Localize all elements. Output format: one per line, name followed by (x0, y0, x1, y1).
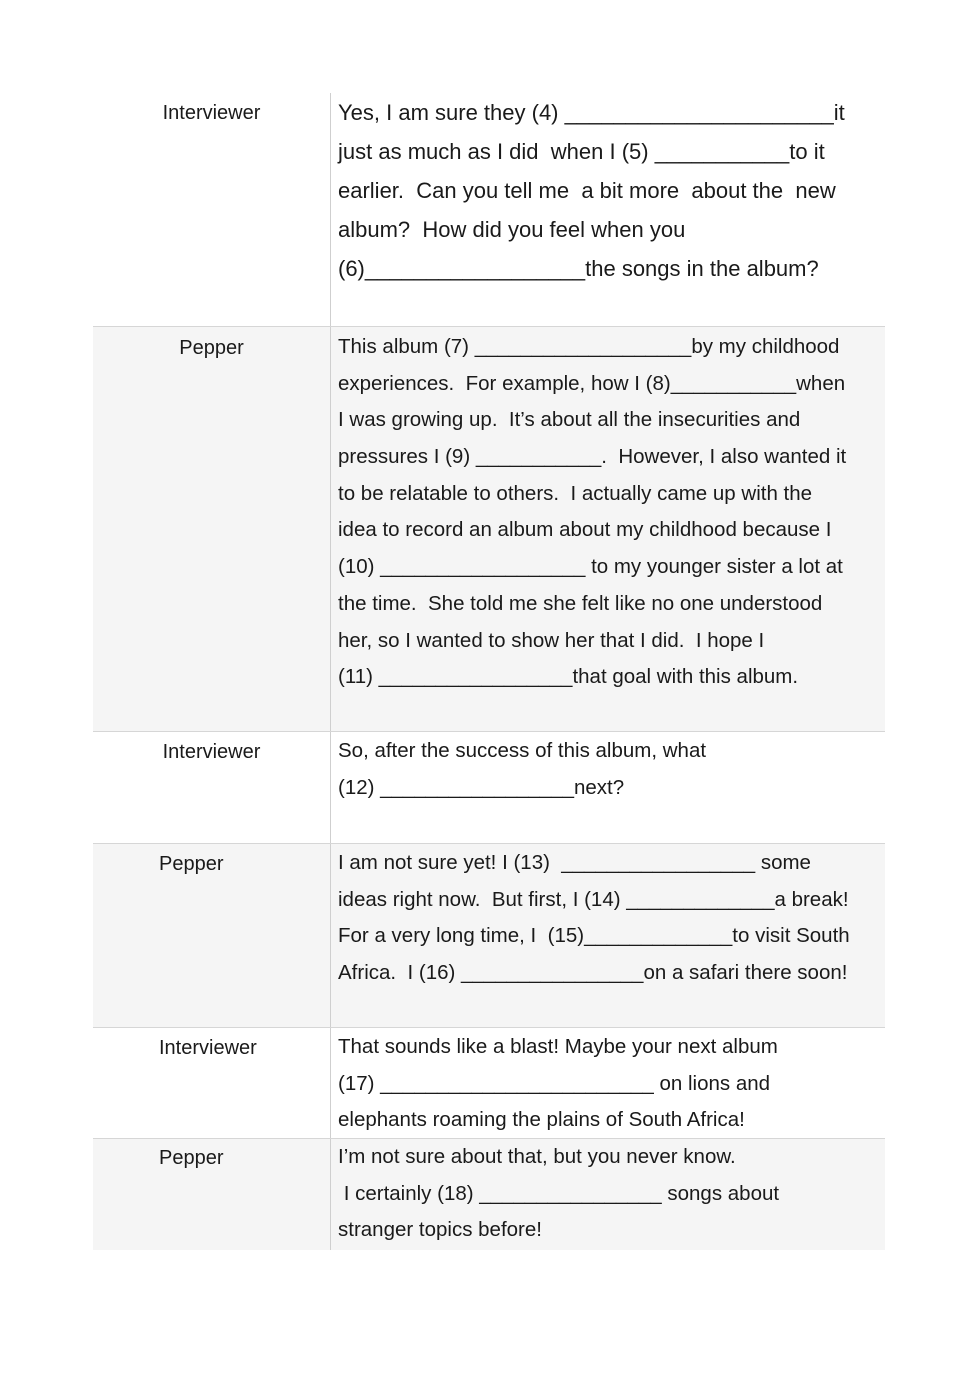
speaker-label: Interviewer (93, 1028, 331, 1138)
speaker-label: Interviewer (93, 93, 331, 326)
speech-line: For a very long time, I (15)_____________to visit South (338, 924, 850, 948)
speech-line: her, so I wanted to show her that I did. I hope I (338, 628, 765, 652)
speech-line: ideas right now. But first, I (14) _____________a break! (338, 887, 849, 911)
speech-line: the time. She told me she felt like no one understood (338, 591, 823, 615)
dialogue-row (93, 844, 885, 1028)
speech-line: (6)__________________the songs in the album? (338, 256, 819, 281)
dialogue-row (93, 327, 885, 732)
speech-line: This album (7) ___________________by my childhood (338, 335, 840, 358)
speech-text (331, 327, 885, 731)
speech-text (331, 93, 885, 326)
speech-line: album? How did you feel when you (338, 217, 686, 242)
speech-line: So, after the success of this album, what (338, 739, 707, 762)
speech-line: Africa. I (16) ________________on a safari there soon! (338, 961, 848, 985)
speech-line: to be relatable to others. I actually came up with the (338, 481, 813, 505)
dialogue-row (93, 1139, 885, 1250)
speech-line: I am not sure yet! I (13) _________________ some (338, 851, 811, 874)
speech-line: I certainly (18) ________________ songs about (338, 1181, 780, 1205)
speech-line: Yes, I am sure they (4) ______________________it (338, 100, 845, 125)
speaker-label: Pepper (93, 327, 331, 731)
speech-text (331, 1028, 885, 1138)
speech-line: stranger topics before! (338, 1218, 542, 1242)
speech-line: idea to record an album about my childhood because I (338, 518, 832, 542)
speaker-label: Interviewer (93, 732, 331, 843)
speech-line: (17) ________________________ on lions and (338, 1071, 771, 1095)
speech-line: elephants roaming the plains of South Africa! (338, 1108, 745, 1132)
speech-line: (11) _________________that goal with this album. (338, 665, 799, 689)
speech-line: just as much as I did when I (5) ___________to it (338, 139, 825, 164)
dialogue-row (93, 93, 885, 327)
speech-text (331, 732, 885, 843)
speech-line: (10) __________________ to my younger sister a lot at (338, 555, 843, 579)
dialogue-row (93, 732, 885, 844)
speech-line: I’m not sure about that, but you never know. (338, 1145, 736, 1168)
speaker-label: Pepper (93, 844, 331, 1027)
speech-text (331, 1139, 885, 1250)
dialogue-table (93, 93, 885, 1250)
speech-line: experiences. For example, how I (8)___________when (338, 371, 846, 395)
speech-line: pressures I (9) ___________. However, I also wanted it (338, 445, 847, 469)
speech-text (331, 844, 885, 1027)
speech-line: earlier. Can you tell me a bit more about the new (338, 178, 836, 203)
speaker-label: Pepper (93, 1139, 331, 1250)
speech-line: (12) _________________next? (338, 775, 625, 799)
dialogue-row (93, 1028, 885, 1139)
speech-line: I was growing up. It’s about all the insecurities and (338, 408, 801, 432)
speech-line: That sounds like a blast! Maybe your next album (338, 1035, 778, 1058)
